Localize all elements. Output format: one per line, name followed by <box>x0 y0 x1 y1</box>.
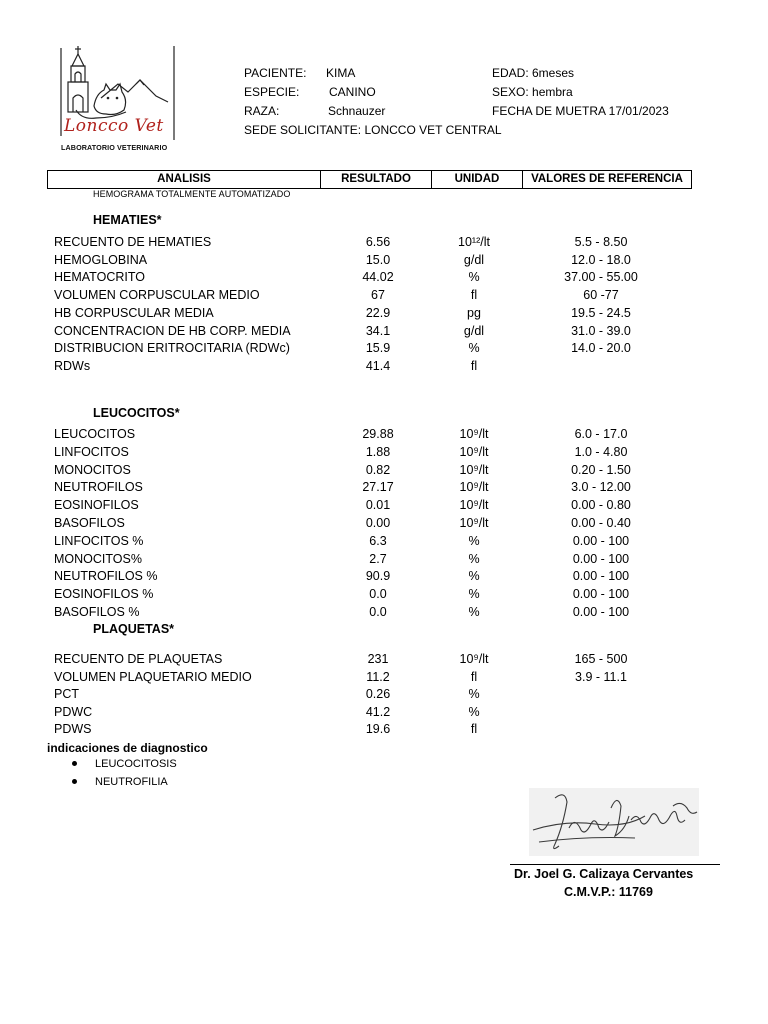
table-row <box>0 324 768 342</box>
unit-value: g/dl <box>463 323 485 338</box>
table-row <box>0 552 768 570</box>
table-row <box>0 705 768 723</box>
result-value: 6.3 <box>369 533 387 548</box>
section-title-hematies: HEMATIES* <box>93 213 162 227</box>
doctor-name: Dr. Joel G. Calizaya Cervantes <box>514 867 694 881</box>
unit-value: 10⁹/lt <box>459 444 489 459</box>
reference-range: 12.0 - 18.0 <box>571 252 631 267</box>
table-row <box>0 288 768 306</box>
analysis-name: LINFOCITOS % <box>54 533 144 548</box>
reference-range: 165 - 500 <box>574 652 628 666</box>
unit-value: fl <box>470 288 478 303</box>
unit-value: % <box>468 551 480 566</box>
analysis-name: BASOFILOS % <box>54 605 140 619</box>
unit-value: % <box>468 533 480 548</box>
cmvp-number: C.M.V.P.: 11769 <box>564 885 653 899</box>
table-row <box>0 427 768 445</box>
especie-value: CANINO <box>329 85 376 99</box>
reference-range: 37.00 - 55.00 <box>564 270 638 285</box>
analysis-name: VOLUMEN CORPUSCULAR MEDIO <box>54 288 260 303</box>
sede-solicitante: SEDE SOLICITANTE: LONCCO VET CENTRAL <box>244 123 502 137</box>
reference-range: 0.00 - 100 <box>572 551 630 566</box>
table-row <box>0 235 768 253</box>
unit-value: 10⁹/lt <box>459 427 489 441</box>
section-title-leucocitos: LEUCOCITOS* <box>93 406 180 420</box>
analysis-name: BASOFILOS <box>54 516 125 530</box>
analysis-name: HEMATOCRITO <box>54 270 145 285</box>
table-row <box>0 480 768 498</box>
result-value: 44.02 <box>362 270 394 285</box>
analysis-name: NEUTROFILOS <box>54 480 143 495</box>
paciente-label: PACIENTE: <box>244 66 307 80</box>
especie-label: ESPECIE: <box>244 85 300 99</box>
table-row <box>0 359 768 377</box>
reference-range: 31.0 - 39.0 <box>571 323 631 338</box>
header-analisis: ANALISIS <box>157 173 211 185</box>
section-title-plaquetas: PLAQUETAS* <box>93 622 175 636</box>
diagnosis-item <box>72 776 168 788</box>
result-value: 19.6 <box>365 722 391 737</box>
unit-value: % <box>468 605 480 619</box>
unit-value: % <box>468 687 480 702</box>
table-row <box>0 253 768 271</box>
unit-value: % <box>468 704 480 719</box>
result-value: 22.9 <box>365 305 391 320</box>
table-row <box>0 722 768 740</box>
analysis-name: EOSINOFILOS % <box>54 587 154 602</box>
unit-value: g/dl <box>463 252 485 267</box>
analysis-name: HB CORPUSCULAR MEDIA <box>54 305 214 320</box>
result-value: 0.01 <box>365 498 391 513</box>
analysis-name: NEUTROFILOS % <box>54 569 158 584</box>
raza-label: RAZA: <box>244 104 280 118</box>
diagnosis-item-text: LEUCOCITOSIS <box>95 758 177 770</box>
reference-range: 0.20 - 1.50 <box>571 462 631 477</box>
table-row <box>0 670 768 688</box>
reference-range: 0.00 - 0.80 <box>571 498 631 513</box>
sexo: SEXO: hembra <box>492 85 573 99</box>
table-row <box>0 652 768 670</box>
analysis-name: MONOCITOS <box>54 462 131 477</box>
analysis-name: RECUENTO DE HEMATIES <box>54 235 212 249</box>
table-row <box>0 534 768 552</box>
unit-value: fl <box>470 722 478 737</box>
table-row <box>0 587 768 605</box>
table-row <box>0 445 768 463</box>
reference-range: 6.0 - 17.0 <box>574 427 628 441</box>
table-row <box>0 569 768 587</box>
diagnosis-title: indicaciones de diagnostico <box>47 741 208 755</box>
result-value: 11.2 <box>366 669 390 684</box>
analysis-name: PDWC <box>54 704 93 719</box>
header-unidad: UNIDAD <box>454 173 500 185</box>
unit-value: 10⁹/lt <box>459 480 489 495</box>
reference-range: 0.00 - 100 <box>572 605 630 619</box>
handwritten-signature <box>525 786 710 862</box>
signature-line <box>510 864 720 865</box>
analysis-name: HEMOGLOBINA <box>54 252 148 267</box>
result-value: 90.9 <box>365 569 391 584</box>
unit-value: fl <box>470 669 478 684</box>
analysis-name: VOLUMEN PLAQUETARIO MEDIO <box>54 669 252 684</box>
unit-value: 10⁹/lt <box>459 462 489 477</box>
unit-value: pg <box>467 305 481 320</box>
result-value: 41.2 <box>365 704 391 719</box>
diagnosis-item-text: NEUTROFILIA <box>95 776 168 788</box>
reference-range: 60 -77 <box>583 288 619 303</box>
result-value: 2.7 <box>369 551 387 566</box>
bullet-icon <box>72 761 77 766</box>
result-value: 0.26 <box>365 687 391 702</box>
result-value: 231 <box>367 652 389 666</box>
edad: EDAD: 6meses <box>492 66 575 80</box>
result-value: 15.9 <box>365 341 391 356</box>
result-value: 67 <box>371 288 385 303</box>
unit-value: % <box>468 341 480 356</box>
unit-value: fl <box>470 358 478 373</box>
hemograma-note: HEMOGRAMA TOTALMENTE AUTOMATIZADO <box>93 189 291 199</box>
analysis-name: RDWs <box>54 358 91 373</box>
diagnosis-item <box>72 758 177 770</box>
analysis-name: MONOCITOS% <box>54 551 142 566</box>
reference-range: 1.0 - 4.80 <box>574 444 628 459</box>
analysis-name: CONCENTRACION DE HB CORP. MEDIA <box>54 323 291 338</box>
table-row <box>0 463 768 481</box>
analysis-name: PDWS <box>54 722 92 737</box>
unit-value: 10⁹/lt <box>459 652 489 666</box>
unit-value: 10⁹/lt <box>459 516 489 530</box>
reference-range: 3.0 - 12.00 <box>571 480 631 495</box>
reference-range: 3.9 - 11.1 <box>575 669 627 684</box>
unit-value: 10⁹/lt <box>459 498 489 513</box>
table-header <box>47 170 692 189</box>
result-value: 27.17 <box>362 480 394 495</box>
reference-range: 0.00 - 100 <box>572 569 630 584</box>
result-value: 6.56 <box>365 235 391 249</box>
signature-icon <box>525 786 710 862</box>
unit-value: % <box>468 270 480 285</box>
table-row <box>0 270 768 288</box>
paciente-value: KIMA <box>326 66 356 80</box>
reference-range: 0.00 - 100 <box>572 533 630 548</box>
table-row <box>0 605 768 623</box>
header-resultado: RESULTADO <box>341 173 411 185</box>
table-row <box>0 498 768 516</box>
table-row <box>0 516 768 534</box>
reference-range: 0.00 - 100 <box>572 587 630 602</box>
header-valores-referencia: VALORES DE REFERENCIA <box>531 173 683 185</box>
analysis-name: LEUCOCITOS <box>54 427 136 441</box>
lab-logo <box>56 44 176 154</box>
fecha-muestra: FECHA DE MUETRA 17/01/2023 <box>492 104 669 118</box>
result-value: 29.88 <box>362 427 394 441</box>
unit-value: % <box>468 569 480 584</box>
analysis-name: DISTRIBUCION ERITROCITARIA (RDWc) <box>54 341 290 356</box>
unit-value: 10¹²/lt <box>458 235 490 249</box>
table-row <box>0 306 768 324</box>
result-value: 0.0 <box>369 587 387 602</box>
raza-value: Schnauzer <box>328 104 386 118</box>
bullet-icon <box>72 779 77 784</box>
table-row <box>0 687 768 705</box>
reference-range: 14.0 - 20.0 <box>571 341 631 356</box>
logo-subtitle: LABORATORIO VETERINARIO <box>61 143 168 152</box>
reference-range: 5.5 - 8.50 <box>574 235 628 249</box>
reference-range: 19.5 - 24.5 <box>571 305 631 320</box>
unit-value: % <box>468 587 480 602</box>
result-value: 0.00 <box>365 516 391 530</box>
reference-range: 0.00 - 0.40 <box>571 516 631 530</box>
table-row <box>0 341 768 359</box>
analysis-name: EOSINOFILOS <box>54 498 139 513</box>
result-value: 0.0 <box>369 605 387 619</box>
analysis-name: RECUENTO DE PLAQUETAS <box>54 652 223 666</box>
analysis-name: PCT <box>54 687 79 702</box>
result-value: 34.1 <box>365 323 391 338</box>
analysis-name: LINFOCITOS <box>54 444 129 459</box>
result-value: 15.0 <box>365 252 391 267</box>
result-value: 1.88 <box>365 444 391 459</box>
logo-brand: Loncco Vet <box>64 116 164 136</box>
result-value: 41.4 <box>365 358 391 373</box>
result-value: 0.82 <box>365 462 391 477</box>
